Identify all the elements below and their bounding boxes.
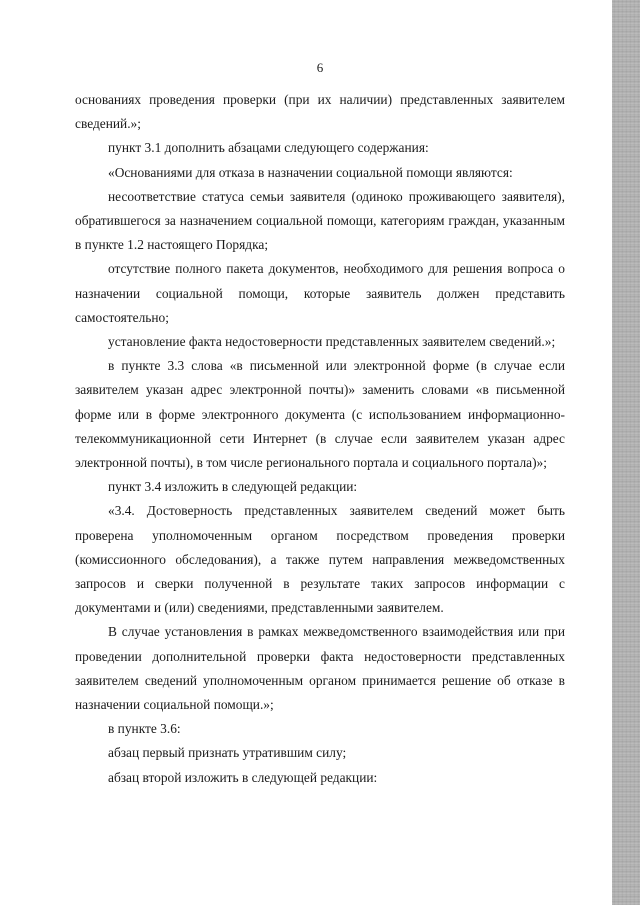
paragraph: установление факта недостоверности представленных заявителем сведений.»; <box>108 334 556 350</box>
paragraph: абзац второй изложить в следующей редакции: <box>108 769 378 785</box>
paragraph: несоответствие статуса семьи заявителя (одиноко проживающего заявителя), обратившегося за назначением социальной помощи, категориям граждан, указанным в пункте 1.2 настоящего Порядка; <box>75 188 565 253</box>
scan-edge <box>612 0 640 905</box>
paragraph: в пункте 3.6: <box>108 721 181 737</box>
paragraph: В случае установления в рамках межведомственного взаимодействия или при проведении дополнительной проверки факта недостоверности представленных заявителем сведений уполномоченным органом принимается решение об отказе в назначении социальной помощи.»; <box>75 624 565 713</box>
paragraph: пункт 3.4 изложить в следующей редакции: <box>108 479 358 495</box>
paragraph: абзац первый признать утратившим силу; <box>108 745 347 761</box>
paragraph: основаниях проведения проверки (при их наличии) представленных заявителем сведений.»; <box>75 92 565 132</box>
paragraph: пункт 3.1 дополнить абзацами следующего содержания: <box>108 140 429 156</box>
paragraph: в пункте 3.3 слова «в письменной или электронной форме (в случае если заявителем указан адрес электронной почты)» заменить словами «в письменной форме или в форме электронного документа (с использованием информационно-телекоммуникационной сети Интернет (в случае если заявителем указан адрес электронной почты), в том числе регионального портала и социального портала)»; <box>75 358 565 471</box>
paragraph: «3.4. Достоверность представленных заявителем сведений может быть проверена уполномоченным органом посредством проведения проверки (комиссионного обследования), а также путем направления межведомственных запросов и сверки полученной в результате таких запросов информации с документами и (или) сведениями, представленными заявителем. <box>75 503 565 616</box>
body-text <box>75 88 565 790</box>
paragraph: отсутствие полного пакета документов, необходимого для решения вопроса о назначении социальной помощи, которые заявитель должен представить самостоятельно; <box>75 261 565 325</box>
paragraph: «Основаниями для отказа в назначении социальной помощи являются: <box>108 164 513 180</box>
page-number: 6 <box>316 60 324 75</box>
